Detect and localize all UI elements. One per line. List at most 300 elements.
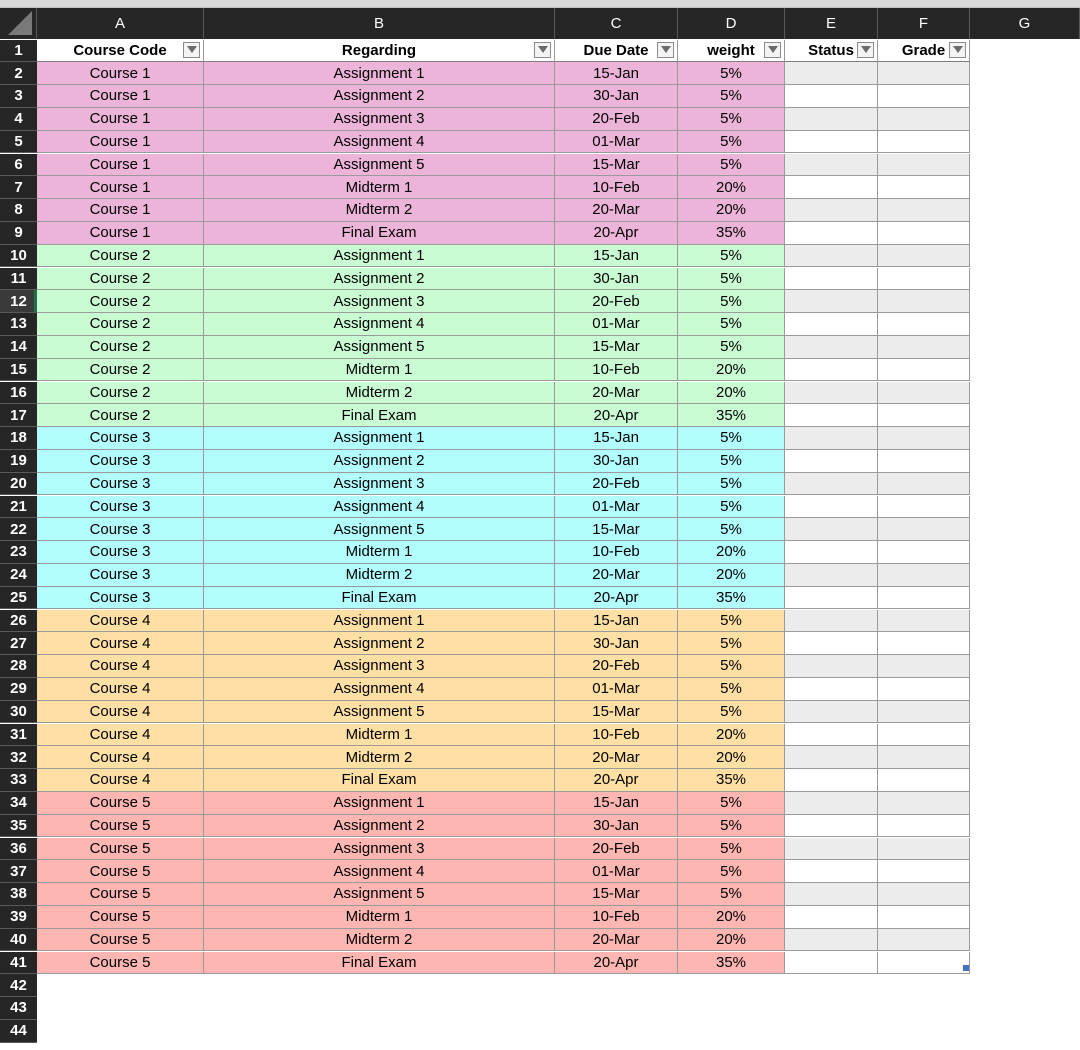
cell-grade-empty[interactable] — [878, 838, 970, 861]
cell-course-code[interactable]: Course 1 — [37, 176, 204, 199]
cell-due-date[interactable]: 01-Mar — [555, 313, 678, 336]
cell-grade-empty[interactable] — [878, 290, 970, 313]
cell-status-empty[interactable] — [785, 450, 878, 473]
cell-grade-empty[interactable] — [878, 701, 970, 724]
cell-status-empty[interactable] — [785, 518, 878, 541]
cell-regarding[interactable]: Assignment 3 — [204, 655, 555, 678]
cell-course-code[interactable]: Course 2 — [37, 404, 204, 427]
header-cell-course-code[interactable] — [37, 40, 204, 63]
row-header-20[interactable]: 20 — [0, 473, 37, 496]
row-header-38[interactable]: 38 — [0, 883, 37, 906]
cell-status-empty[interactable] — [785, 792, 878, 815]
cell-regarding[interactable]: Final Exam — [204, 222, 555, 245]
cell-grade-empty[interactable] — [878, 222, 970, 245]
cell-weight[interactable]: 5% — [678, 860, 785, 883]
cell-due-date[interactable]: 20-Feb — [555, 290, 678, 313]
cell-regarding[interactable]: Midterm 1 — [204, 176, 555, 199]
cell-course-code[interactable]: Course 4 — [37, 724, 204, 747]
cell-status-empty[interactable] — [785, 199, 878, 222]
cell-status-empty[interactable] — [785, 541, 878, 564]
cell-grade-empty[interactable] — [878, 906, 970, 929]
cell-weight[interactable]: 5% — [678, 62, 785, 85]
cell-weight[interactable]: 5% — [678, 678, 785, 701]
cell-grade-empty[interactable] — [878, 245, 970, 268]
cell-grade-empty[interactable] — [878, 929, 970, 952]
cell-grade-empty[interactable] — [878, 85, 970, 108]
row-header-18[interactable]: 18 — [0, 427, 37, 450]
row-header-14[interactable]: 14 — [0, 336, 37, 359]
cell-grade-empty[interactable] — [878, 131, 970, 154]
cell-course-code[interactable]: Course 2 — [37, 336, 204, 359]
cell-regarding[interactable]: Assignment 2 — [204, 815, 555, 838]
cell-course-code[interactable]: Course 4 — [37, 746, 204, 769]
cell-due-date[interactable]: 15-Mar — [555, 701, 678, 724]
cell-due-date[interactable]: 30-Jan — [555, 268, 678, 291]
row-header-34[interactable]: 34 — [0, 792, 37, 815]
cell-weight[interactable]: 35% — [678, 587, 785, 610]
cell-grade-empty[interactable] — [878, 815, 970, 838]
row-header-35[interactable]: 35 — [0, 815, 37, 838]
cell-status-empty[interactable] — [785, 678, 878, 701]
cell-grade-empty[interactable] — [878, 427, 970, 450]
cell-course-code[interactable]: Course 2 — [37, 382, 204, 405]
cell-regarding[interactable]: Assignment 2 — [204, 268, 555, 291]
cell-grade-empty[interactable] — [878, 587, 970, 610]
cell-grade-empty[interactable] — [878, 496, 970, 519]
cell-grade-empty[interactable] — [878, 541, 970, 564]
cell-due-date[interactable]: 01-Mar — [555, 131, 678, 154]
row-header-3[interactable]: 3 — [0, 85, 37, 108]
cell-grade-empty[interactable] — [878, 199, 970, 222]
cell-grade-empty[interactable] — [878, 769, 970, 792]
cell-status-empty[interactable] — [785, 610, 878, 633]
row-header-36[interactable]: 36 — [0, 838, 37, 861]
cell-course-code[interactable]: Course 5 — [37, 792, 204, 815]
cell-regarding[interactable]: Assignment 1 — [204, 610, 555, 633]
cell-weight[interactable]: 5% — [678, 268, 785, 291]
cell-grade-empty[interactable] — [878, 313, 970, 336]
cell-due-date[interactable]: 10-Feb — [555, 724, 678, 747]
cell-grade-empty[interactable] — [878, 473, 970, 496]
cell-course-code[interactable]: Course 2 — [37, 290, 204, 313]
cell-regarding[interactable]: Midterm 1 — [204, 541, 555, 564]
cell-status-empty[interactable] — [785, 838, 878, 861]
cell-weight[interactable]: 5% — [678, 815, 785, 838]
header-cell-grade[interactable] — [878, 40, 970, 63]
row-header-43[interactable]: 43 — [0, 997, 37, 1020]
row-header-12[interactable]: 12 — [0, 290, 37, 313]
cell-course-code[interactable]: Course 5 — [37, 952, 204, 975]
cell-status-empty[interactable] — [785, 929, 878, 952]
cell-course-code[interactable]: Course 2 — [37, 245, 204, 268]
cell-grade-empty[interactable] — [878, 746, 970, 769]
cell-course-code[interactable]: Course 4 — [37, 678, 204, 701]
cell-regarding[interactable]: Final Exam — [204, 587, 555, 610]
cell-course-code[interactable]: Course 3 — [37, 450, 204, 473]
cell-course-code[interactable]: Course 4 — [37, 701, 204, 724]
column-header-b[interactable]: B — [204, 8, 555, 39]
filter-dropdown-icon[interactable] — [949, 42, 966, 58]
cell-regarding[interactable]: Midterm 1 — [204, 359, 555, 382]
cell-weight[interactable]: 5% — [678, 701, 785, 724]
row-header-16[interactable]: 16 — [0, 382, 37, 405]
cell-course-code[interactable]: Course 4 — [37, 610, 204, 633]
cell-regarding[interactable]: Assignment 3 — [204, 838, 555, 861]
cell-regarding[interactable]: Final Exam — [204, 769, 555, 792]
cell-regarding[interactable]: Assignment 1 — [204, 245, 555, 268]
cell-weight[interactable]: 20% — [678, 929, 785, 952]
cell-due-date[interactable]: 01-Mar — [555, 860, 678, 883]
cell-grade-empty[interactable] — [878, 952, 970, 975]
cell-course-code[interactable]: Course 3 — [37, 564, 204, 587]
cell-due-date[interactable]: 30-Jan — [555, 815, 678, 838]
row-header-26[interactable]: 26 — [0, 610, 37, 633]
cell-weight[interactable]: 5% — [678, 131, 785, 154]
cell-due-date[interactable]: 10-Feb — [555, 541, 678, 564]
cell-status-empty[interactable] — [785, 564, 878, 587]
cell-weight[interactable]: 5% — [678, 632, 785, 655]
cell-status-empty[interactable] — [785, 176, 878, 199]
cell-weight[interactable]: 5% — [678, 313, 785, 336]
cell-regarding[interactable]: Assignment 5 — [204, 701, 555, 724]
cell-regarding[interactable]: Assignment 4 — [204, 313, 555, 336]
cell-due-date[interactable]: 10-Feb — [555, 176, 678, 199]
column-header-c[interactable]: C — [555, 8, 678, 39]
cell-course-code[interactable]: Course 3 — [37, 518, 204, 541]
cell-grade-empty[interactable] — [878, 62, 970, 85]
cell-due-date[interactable]: 20-Mar — [555, 564, 678, 587]
table-resize-handle[interactable] — [963, 965, 969, 971]
row-header-17[interactable]: 17 — [0, 404, 37, 427]
cell-grade-empty[interactable] — [878, 518, 970, 541]
cell-due-date[interactable]: 30-Jan — [555, 632, 678, 655]
cell-due-date[interactable]: 20-Apr — [555, 769, 678, 792]
cell-due-date[interactable]: 20-Mar — [555, 929, 678, 952]
cell-course-code[interactable]: Course 5 — [37, 815, 204, 838]
cell-course-code[interactable]: Course 2 — [37, 359, 204, 382]
cell-due-date[interactable]: 15-Jan — [555, 427, 678, 450]
cell-regarding[interactable]: Assignment 4 — [204, 131, 555, 154]
cell-grade-empty[interactable] — [878, 632, 970, 655]
cell-weight[interactable]: 5% — [678, 838, 785, 861]
row-header-30[interactable]: 30 — [0, 701, 37, 724]
cell-weight[interactable]: 5% — [678, 336, 785, 359]
header-cell-regarding[interactable] — [204, 40, 555, 63]
cell-course-code[interactable]: Course 5 — [37, 860, 204, 883]
cell-weight[interactable]: 20% — [678, 199, 785, 222]
row-header-31[interactable]: 31 — [0, 724, 37, 747]
row-header-5[interactable]: 5 — [0, 131, 37, 154]
cell-weight[interactable]: 5% — [678, 85, 785, 108]
cell-regarding[interactable]: Midterm 2 — [204, 564, 555, 587]
row-header-42[interactable]: 42 — [0, 974, 37, 997]
cell-grade-empty[interactable] — [878, 176, 970, 199]
cell-regarding[interactable]: Midterm 1 — [204, 906, 555, 929]
cell-regarding[interactable]: Assignment 1 — [204, 62, 555, 85]
cell-status-empty[interactable] — [785, 222, 878, 245]
cell-status-empty[interactable] — [785, 290, 878, 313]
cell-status-empty[interactable] — [785, 245, 878, 268]
cell-status-empty[interactable] — [785, 313, 878, 336]
row-header-24[interactable]: 24 — [0, 564, 37, 587]
cell-regarding[interactable]: Assignment 3 — [204, 290, 555, 313]
cell-weight[interactable]: 5% — [678, 792, 785, 815]
row-header-10[interactable]: 10 — [0, 245, 37, 268]
cell-regarding[interactable]: Assignment 4 — [204, 496, 555, 519]
cell-status-empty[interactable] — [785, 404, 878, 427]
row-header-15[interactable]: 15 — [0, 359, 37, 382]
cell-weight[interactable]: 5% — [678, 290, 785, 313]
cell-course-code[interactable]: Course 1 — [37, 131, 204, 154]
cell-weight[interactable]: 35% — [678, 769, 785, 792]
row-header-44[interactable]: 44 — [0, 1020, 37, 1043]
cell-due-date[interactable]: 15-Mar — [555, 883, 678, 906]
cell-weight[interactable]: 20% — [678, 176, 785, 199]
cell-weight[interactable]: 5% — [678, 427, 785, 450]
row-header-21[interactable]: 21 — [0, 496, 37, 519]
cell-course-code[interactable]: Course 5 — [37, 883, 204, 906]
cell-grade-empty[interactable] — [878, 382, 970, 405]
cell-due-date[interactable]: 20-Feb — [555, 473, 678, 496]
header-cell-weight[interactable] — [678, 40, 785, 63]
cell-weight[interactable]: 5% — [678, 108, 785, 131]
header-cell-due-date[interactable] — [555, 40, 678, 63]
cell-course-code[interactable]: Course 1 — [37, 199, 204, 222]
cell-status-empty[interactable] — [785, 815, 878, 838]
cell-due-date[interactable]: 20-Apr — [555, 587, 678, 610]
cell-course-code[interactable]: Course 3 — [37, 587, 204, 610]
cell-regarding[interactable]: Midterm 2 — [204, 382, 555, 405]
cell-regarding[interactable]: Assignment 5 — [204, 154, 555, 177]
select-all-corner[interactable] — [0, 8, 37, 39]
filter-dropdown-icon[interactable] — [764, 42, 781, 58]
cell-weight[interactable]: 20% — [678, 382, 785, 405]
cell-due-date[interactable]: 30-Jan — [555, 85, 678, 108]
cell-weight[interactable]: 5% — [678, 473, 785, 496]
cell-status-empty[interactable] — [785, 860, 878, 883]
cell-weight[interactable]: 35% — [678, 222, 785, 245]
cell-grade-empty[interactable] — [878, 564, 970, 587]
cell-course-code[interactable]: Course 1 — [37, 108, 204, 131]
row-header-7[interactable]: 7 — [0, 176, 37, 199]
header-cell-status[interactable] — [785, 40, 878, 63]
row-header-9[interactable]: 9 — [0, 222, 37, 245]
cell-due-date[interactable]: 15-Jan — [555, 62, 678, 85]
cell-status-empty[interactable] — [785, 496, 878, 519]
cell-due-date[interactable]: 15-Mar — [555, 154, 678, 177]
row-header-29[interactable]: 29 — [0, 678, 37, 701]
cell-status-empty[interactable] — [785, 85, 878, 108]
cell-status-empty[interactable] — [785, 701, 878, 724]
cell-due-date[interactable]: 15-Mar — [555, 518, 678, 541]
cell-regarding[interactable]: Midterm 2 — [204, 746, 555, 769]
cell-due-date[interactable]: 20-Feb — [555, 838, 678, 861]
cell-weight[interactable]: 20% — [678, 724, 785, 747]
cell-due-date[interactable]: 20-Feb — [555, 108, 678, 131]
cell-course-code[interactable]: Course 2 — [37, 313, 204, 336]
row-header-37[interactable]: 37 — [0, 860, 37, 883]
cell-course-code[interactable]: Course 1 — [37, 154, 204, 177]
row-header-2[interactable]: 2 — [0, 62, 37, 85]
cell-status-empty[interactable] — [785, 906, 878, 929]
cell-course-code[interactable]: Course 4 — [37, 769, 204, 792]
cell-due-date[interactable]: 20-Apr — [555, 404, 678, 427]
cell-grade-empty[interactable] — [878, 724, 970, 747]
cell-due-date[interactable]: 15-Jan — [555, 245, 678, 268]
cell-course-code[interactable]: Course 1 — [37, 85, 204, 108]
cell-status-empty[interactable] — [785, 62, 878, 85]
cell-weight[interactable]: 5% — [678, 883, 785, 906]
filter-dropdown-icon[interactable] — [857, 42, 874, 58]
cell-regarding[interactable]: Assignment 5 — [204, 518, 555, 541]
cell-due-date[interactable]: 20-Mar — [555, 746, 678, 769]
cell-grade-empty[interactable] — [878, 655, 970, 678]
cell-regarding[interactable]: Midterm 2 — [204, 199, 555, 222]
cell-weight[interactable]: 20% — [678, 746, 785, 769]
cell-status-empty[interactable] — [785, 769, 878, 792]
cell-regarding[interactable]: Assignment 1 — [204, 792, 555, 815]
cell-status-empty[interactable] — [785, 382, 878, 405]
cell-due-date[interactable]: 20-Apr — [555, 222, 678, 245]
cell-weight[interactable]: 20% — [678, 906, 785, 929]
row-header-6[interactable]: 6 — [0, 154, 37, 177]
cell-weight[interactable]: 5% — [678, 496, 785, 519]
cell-regarding[interactable]: Final Exam — [204, 952, 555, 975]
column-header-d[interactable]: D — [678, 8, 785, 39]
cell-status-empty[interactable] — [785, 587, 878, 610]
cell-status-empty[interactable] — [785, 268, 878, 291]
cell-due-date[interactable]: 01-Mar — [555, 496, 678, 519]
row-header-11[interactable]: 11 — [0, 268, 37, 291]
filter-dropdown-icon[interactable] — [534, 42, 551, 58]
cell-status-empty[interactable] — [785, 655, 878, 678]
row-header-23[interactable]: 23 — [0, 541, 37, 564]
cell-status-empty[interactable] — [785, 746, 878, 769]
row-header-4[interactable]: 4 — [0, 108, 37, 131]
cell-course-code[interactable]: Course 1 — [37, 62, 204, 85]
cell-status-empty[interactable] — [785, 952, 878, 975]
cell-due-date[interactable]: 10-Feb — [555, 359, 678, 382]
cell-due-date[interactable]: 20-Mar — [555, 199, 678, 222]
cell-regarding[interactable]: Assignment 4 — [204, 678, 555, 701]
cell-regarding[interactable]: Final Exam — [204, 404, 555, 427]
cell-weight[interactable]: 5% — [678, 610, 785, 633]
cell-regarding[interactable]: Midterm 2 — [204, 929, 555, 952]
cell-weight[interactable]: 5% — [678, 518, 785, 541]
row-header-27[interactable]: 27 — [0, 632, 37, 655]
cell-course-code[interactable]: Course 3 — [37, 541, 204, 564]
row-header-28[interactable]: 28 — [0, 655, 37, 678]
cell-grade-empty[interactable] — [878, 154, 970, 177]
cell-status-empty[interactable] — [785, 336, 878, 359]
cell-course-code[interactable]: Course 5 — [37, 838, 204, 861]
cell-due-date[interactable]: 30-Jan — [555, 450, 678, 473]
cell-weight[interactable]: 5% — [678, 655, 785, 678]
cell-due-date[interactable]: 15-Jan — [555, 610, 678, 633]
cell-status-empty[interactable] — [785, 883, 878, 906]
cell-regarding[interactable]: Assignment 4 — [204, 860, 555, 883]
cell-regarding[interactable]: Assignment 5 — [204, 883, 555, 906]
cell-grade-empty[interactable] — [878, 860, 970, 883]
row-header-13[interactable]: 13 — [0, 313, 37, 336]
cell-status-empty[interactable] — [785, 427, 878, 450]
cell-regarding[interactable]: Assignment 3 — [204, 473, 555, 496]
cell-grade-empty[interactable] — [878, 450, 970, 473]
cell-course-code[interactable]: Course 2 — [37, 268, 204, 291]
cell-course-code[interactable]: Course 5 — [37, 929, 204, 952]
cell-regarding[interactable]: Assignment 2 — [204, 450, 555, 473]
cell-status-empty[interactable] — [785, 473, 878, 496]
cell-regarding[interactable]: Assignment 3 — [204, 108, 555, 131]
cell-status-empty[interactable] — [785, 131, 878, 154]
cell-status-empty[interactable] — [785, 359, 878, 382]
cell-regarding[interactable]: Assignment 5 — [204, 336, 555, 359]
cell-regarding[interactable]: Midterm 1 — [204, 724, 555, 747]
cell-weight[interactable]: 35% — [678, 404, 785, 427]
cell-course-code[interactable]: Course 4 — [37, 632, 204, 655]
cell-grade-empty[interactable] — [878, 108, 970, 131]
cell-grade-empty[interactable] — [878, 268, 970, 291]
cell-status-empty[interactable] — [785, 632, 878, 655]
row-header-33[interactable]: 33 — [0, 769, 37, 792]
filter-dropdown-icon[interactable] — [183, 42, 200, 58]
row-header-19[interactable]: 19 — [0, 450, 37, 473]
row-header-1[interactable]: 1 — [0, 40, 37, 63]
cell-course-code[interactable]: Course 3 — [37, 427, 204, 450]
cell-course-code[interactable]: Course 3 — [37, 496, 204, 519]
cell-status-empty[interactable] — [785, 108, 878, 131]
cell-grade-empty[interactable] — [878, 610, 970, 633]
cell-course-code[interactable]: Course 4 — [37, 655, 204, 678]
cell-weight[interactable]: 5% — [678, 154, 785, 177]
row-header-22[interactable]: 22 — [0, 518, 37, 541]
row-header-40[interactable]: 40 — [0, 929, 37, 952]
cell-weight[interactable]: 20% — [678, 541, 785, 564]
cell-regarding[interactable]: Assignment 2 — [204, 85, 555, 108]
cell-due-date[interactable]: 15-Jan — [555, 792, 678, 815]
row-header-25[interactable]: 25 — [0, 587, 37, 610]
column-header-a[interactable]: A — [37, 8, 204, 39]
cell-weight[interactable]: 5% — [678, 245, 785, 268]
cell-grade-empty[interactable] — [878, 359, 970, 382]
cell-course-code[interactable]: Course 5 — [37, 906, 204, 929]
cell-regarding[interactable]: Assignment 2 — [204, 632, 555, 655]
cell-regarding[interactable]: Assignment 1 — [204, 427, 555, 450]
row-header-8[interactable]: 8 — [0, 199, 37, 222]
cell-due-date[interactable]: 20-Apr — [555, 952, 678, 975]
cell-due-date[interactable]: 20-Feb — [555, 655, 678, 678]
cell-status-empty[interactable] — [785, 724, 878, 747]
row-header-32[interactable]: 32 — [0, 746, 37, 769]
cell-grade-empty[interactable] — [878, 883, 970, 906]
row-header-39[interactable]: 39 — [0, 906, 37, 929]
column-header-e[interactable]: E — [785, 8, 878, 39]
cell-weight[interactable]: 20% — [678, 564, 785, 587]
column-header-g[interactable]: G — [970, 8, 1080, 39]
cell-course-code[interactable]: Course 1 — [37, 222, 204, 245]
cell-weight[interactable]: 20% — [678, 359, 785, 382]
cell-due-date[interactable]: 20-Mar — [555, 382, 678, 405]
cell-course-code[interactable]: Course 3 — [37, 473, 204, 496]
column-header-f[interactable]: F — [878, 8, 970, 39]
cell-status-empty[interactable] — [785, 154, 878, 177]
cell-weight[interactable]: 35% — [678, 952, 785, 975]
row-header-41[interactable]: 41 — [0, 952, 37, 975]
cell-due-date[interactable]: 01-Mar — [555, 678, 678, 701]
cell-weight[interactable]: 5% — [678, 450, 785, 473]
cell-due-date[interactable]: 15-Mar — [555, 336, 678, 359]
filter-dropdown-icon[interactable] — [657, 42, 674, 58]
